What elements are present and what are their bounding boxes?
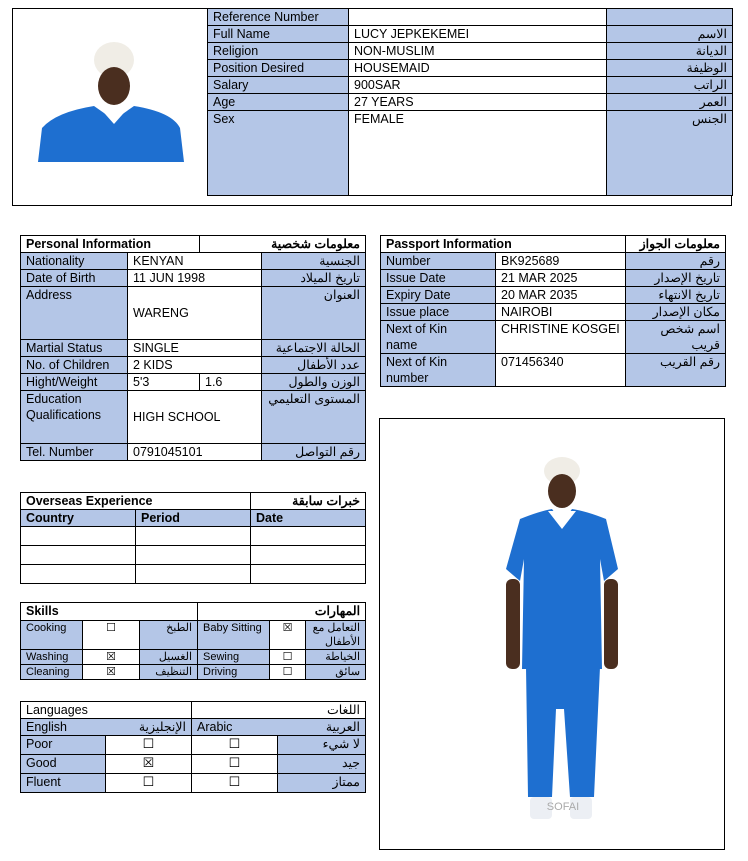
field-value: 071456340 bbox=[496, 354, 626, 387]
header-value: 900SAR bbox=[349, 77, 607, 94]
field-label-ar: تاريخ الانتهاء bbox=[626, 287, 726, 304]
table-row bbox=[208, 9, 733, 26]
field-label: Number bbox=[381, 253, 496, 270]
kin-label-1: Next of Kin bbox=[386, 322, 448, 336]
header-label: Reference Number bbox=[208, 9, 349, 26]
field-label: No. of Children bbox=[21, 357, 128, 374]
checkbox[interactable]: ☐ bbox=[106, 736, 192, 755]
table-row bbox=[381, 287, 726, 304]
english-label-ar: الإنجليزية bbox=[138, 720, 186, 734]
table-row bbox=[21, 665, 366, 680]
table-row bbox=[208, 77, 733, 94]
table-row bbox=[21, 546, 366, 565]
skill-ar: الطبخ bbox=[140, 621, 198, 650]
skill-ar bbox=[306, 621, 366, 650]
header-value: HOUSEMAID bbox=[349, 60, 607, 77]
skill-cleaning: Cleaning bbox=[21, 665, 83, 680]
section-title: Skills bbox=[21, 603, 198, 621]
table-row bbox=[381, 304, 726, 321]
table-row bbox=[21, 527, 366, 546]
section-title-ar: المهارات bbox=[198, 603, 366, 621]
level-label-ar: ممتاز bbox=[278, 774, 366, 793]
field-label: Issue place bbox=[381, 304, 496, 321]
checkbox[interactable]: ☐ bbox=[270, 665, 306, 680]
field-value: 21 MAR 2025 bbox=[496, 270, 626, 287]
column-header: Country bbox=[21, 510, 136, 527]
header-ar: الجنس bbox=[607, 111, 733, 196]
personal-info-table bbox=[20, 235, 366, 461]
table-row bbox=[208, 94, 733, 111]
level-label: Poor bbox=[21, 736, 106, 755]
field-label bbox=[381, 321, 496, 354]
header-ar: الوظيفة bbox=[607, 60, 733, 77]
table-row bbox=[21, 340, 366, 357]
passport-info-table bbox=[380, 235, 726, 387]
table-row bbox=[21, 565, 366, 584]
checkbox[interactable]: ☐ bbox=[83, 621, 140, 650]
level-label-ar: جيد bbox=[278, 755, 366, 774]
table-row bbox=[21, 253, 366, 270]
field-label-ar: عدد الأطفال bbox=[262, 357, 366, 374]
table-row bbox=[21, 357, 366, 374]
field-label-ar: مكان الإصدار bbox=[626, 304, 726, 321]
kin-ar-2: قريب bbox=[691, 338, 720, 352]
field-label: Hight/Weight bbox=[21, 374, 128, 391]
header-value: 27 YEARS bbox=[349, 94, 607, 111]
languages-table bbox=[20, 701, 366, 793]
table-row bbox=[21, 650, 366, 665]
field-label-ar: رقم القريب bbox=[626, 354, 726, 387]
column-header: Period bbox=[136, 510, 251, 527]
edu-label-1: Education bbox=[26, 392, 82, 406]
portrait-photo bbox=[36, 38, 184, 162]
field-label-ar: رقم bbox=[626, 253, 726, 270]
table-row bbox=[21, 719, 366, 736]
skill-ar: الغسيل bbox=[140, 650, 198, 665]
header-label: Position Desired bbox=[208, 60, 349, 77]
weight-value: 1.6 bbox=[200, 374, 262, 391]
checkbox[interactable]: ☐ bbox=[106, 774, 192, 793]
level-label-ar: لا شيء bbox=[278, 736, 366, 755]
checkbox[interactable]: ☐ bbox=[192, 774, 278, 793]
field-value: WARENG bbox=[128, 287, 262, 340]
header-label: Religion bbox=[208, 43, 349, 60]
table-row bbox=[21, 287, 366, 340]
skill-baby-sitting: Baby Sitting bbox=[198, 621, 270, 650]
table-row bbox=[208, 60, 733, 77]
field-value: 2 KIDS bbox=[128, 357, 262, 374]
section-title: Passport Information bbox=[381, 236, 626, 253]
table-row bbox=[208, 26, 733, 43]
full-body-photo bbox=[379, 418, 725, 850]
kin-ar-1: اسم شخص bbox=[660, 322, 720, 336]
kin-label-2: name bbox=[386, 338, 418, 352]
header-value: NON-MUSLIM bbox=[349, 43, 607, 60]
section-title-ar: خبرات سابقة bbox=[251, 493, 366, 510]
field-value: 11 JUN 1998 bbox=[128, 270, 262, 287]
section-title: Overseas Experience bbox=[21, 493, 251, 510]
field-value: HIGH SCHOOL bbox=[128, 391, 262, 444]
field-label-ar: العنوان bbox=[262, 287, 366, 340]
height-value: 5'3 bbox=[128, 374, 200, 391]
header-ar: العمر bbox=[607, 94, 733, 111]
section-title-ar: اللغات bbox=[192, 702, 366, 719]
table-row bbox=[21, 702, 366, 719]
field-label: Martial Status bbox=[21, 340, 128, 357]
skill-ar-line: الأطفال bbox=[325, 636, 361, 648]
field-label: Date of Birth bbox=[21, 270, 128, 287]
header-label: Age bbox=[208, 94, 349, 111]
field-label-ar: الوزن والطول bbox=[262, 374, 366, 391]
language-arabic-header bbox=[192, 719, 366, 736]
table-row bbox=[381, 236, 726, 253]
table-row bbox=[21, 493, 366, 510]
skill-sewing: Sewing bbox=[198, 650, 270, 665]
checkbox[interactable]: ☐ bbox=[270, 650, 306, 665]
section-title-ar: معلومات شخصية bbox=[200, 236, 366, 253]
table-row bbox=[381, 253, 726, 270]
column-header: Date bbox=[251, 510, 366, 527]
field-label-ar: رقم التواصل bbox=[262, 444, 366, 461]
arabic-label: Arabic bbox=[197, 720, 233, 734]
table-row bbox=[21, 270, 366, 287]
skill-cooking: Cooking bbox=[21, 621, 83, 650]
arabic-label-ar: العربية bbox=[325, 720, 360, 734]
table-row bbox=[21, 774, 366, 793]
edu-label-2: Qualifications bbox=[26, 408, 102, 422]
checkbox[interactable]: ☐ bbox=[192, 736, 278, 755]
english-label: English bbox=[26, 720, 67, 734]
kin-no-label-2: number bbox=[386, 371, 429, 385]
skill-ar: الخياطة bbox=[306, 650, 366, 665]
checkbox[interactable]: ☐ bbox=[192, 755, 278, 774]
level-label: Good bbox=[21, 755, 106, 774]
field-label-ar: الحالة الاجتماعية bbox=[262, 340, 366, 357]
field-value: BK925689 bbox=[496, 253, 626, 270]
section-title: Personal Information bbox=[21, 236, 200, 253]
header-label: Salary bbox=[208, 77, 349, 94]
language-english-header bbox=[21, 719, 192, 736]
field-label-ar: تاريخ الميلاد bbox=[262, 270, 366, 287]
field-label bbox=[381, 354, 496, 387]
experience-table bbox=[20, 492, 366, 584]
watermark: SOFAI bbox=[546, 801, 580, 813]
field-label bbox=[21, 391, 128, 444]
table-row bbox=[21, 510, 366, 527]
kin-no-label-1: Next of Kin bbox=[386, 355, 448, 369]
field-value: 20 MAR 2035 bbox=[496, 287, 626, 304]
field-label: Expiry Date bbox=[381, 287, 496, 304]
header-label: Full Name bbox=[208, 26, 349, 43]
skill-washing: Washing bbox=[21, 650, 83, 665]
field-label: Nationality bbox=[21, 253, 128, 270]
skill-ar-line: التعامل مع bbox=[312, 622, 361, 634]
field-value: NAIROBI bbox=[496, 304, 626, 321]
header-ar: الديانة bbox=[607, 43, 733, 60]
skills-table bbox=[20, 602, 366, 680]
field-label-ar bbox=[626, 321, 726, 354]
header-value: FEMALE bbox=[349, 111, 607, 196]
table-row bbox=[21, 621, 366, 650]
section-title-ar: معلومات الجواز bbox=[626, 236, 726, 253]
table-row bbox=[21, 391, 366, 444]
field-value: KENYAN bbox=[128, 253, 262, 270]
table-row bbox=[208, 43, 733, 60]
header-label: Sex bbox=[208, 111, 349, 196]
header-value: LUCY JEPKEKEMEI bbox=[349, 26, 607, 43]
table-row bbox=[21, 603, 366, 621]
skill-driving: Driving bbox=[198, 665, 270, 680]
table-row bbox=[381, 321, 726, 354]
table-row bbox=[208, 111, 733, 196]
table-row bbox=[21, 736, 366, 755]
checkbox[interactable]: ☒ bbox=[270, 621, 306, 650]
field-label-ar: تاريخ الإصدار bbox=[626, 270, 726, 287]
checkbox[interactable]: ☒ bbox=[106, 755, 192, 774]
field-value: 0791045101 bbox=[128, 444, 262, 461]
table-row bbox=[21, 374, 366, 391]
level-label: Fluent bbox=[21, 774, 106, 793]
field-label: Address bbox=[21, 287, 128, 340]
header-table bbox=[207, 8, 733, 196]
field-label: Tel. Number bbox=[21, 444, 128, 461]
table-row bbox=[381, 270, 726, 287]
header-ar: الراتب bbox=[607, 77, 733, 94]
header-value bbox=[349, 9, 607, 26]
field-label: Issue Date bbox=[381, 270, 496, 287]
field-value: CHRISTINE KOSGEI bbox=[496, 321, 626, 354]
header-ar: الاسم bbox=[607, 26, 733, 43]
header-ar bbox=[607, 9, 733, 26]
table-row bbox=[21, 444, 366, 461]
section-title: Languages bbox=[21, 702, 192, 719]
skill-ar: سائق bbox=[306, 665, 366, 680]
table-row bbox=[381, 354, 726, 387]
table-row bbox=[21, 236, 366, 253]
field-label-ar: الجنسية bbox=[262, 253, 366, 270]
checkbox[interactable]: ☒ bbox=[83, 665, 140, 680]
field-label-ar: المستوى التعليمي bbox=[262, 391, 366, 444]
skill-ar: التنظيف bbox=[140, 665, 198, 680]
checkbox[interactable]: ☒ bbox=[83, 650, 140, 665]
field-value: SINGLE bbox=[128, 340, 262, 357]
table-row bbox=[21, 755, 366, 774]
